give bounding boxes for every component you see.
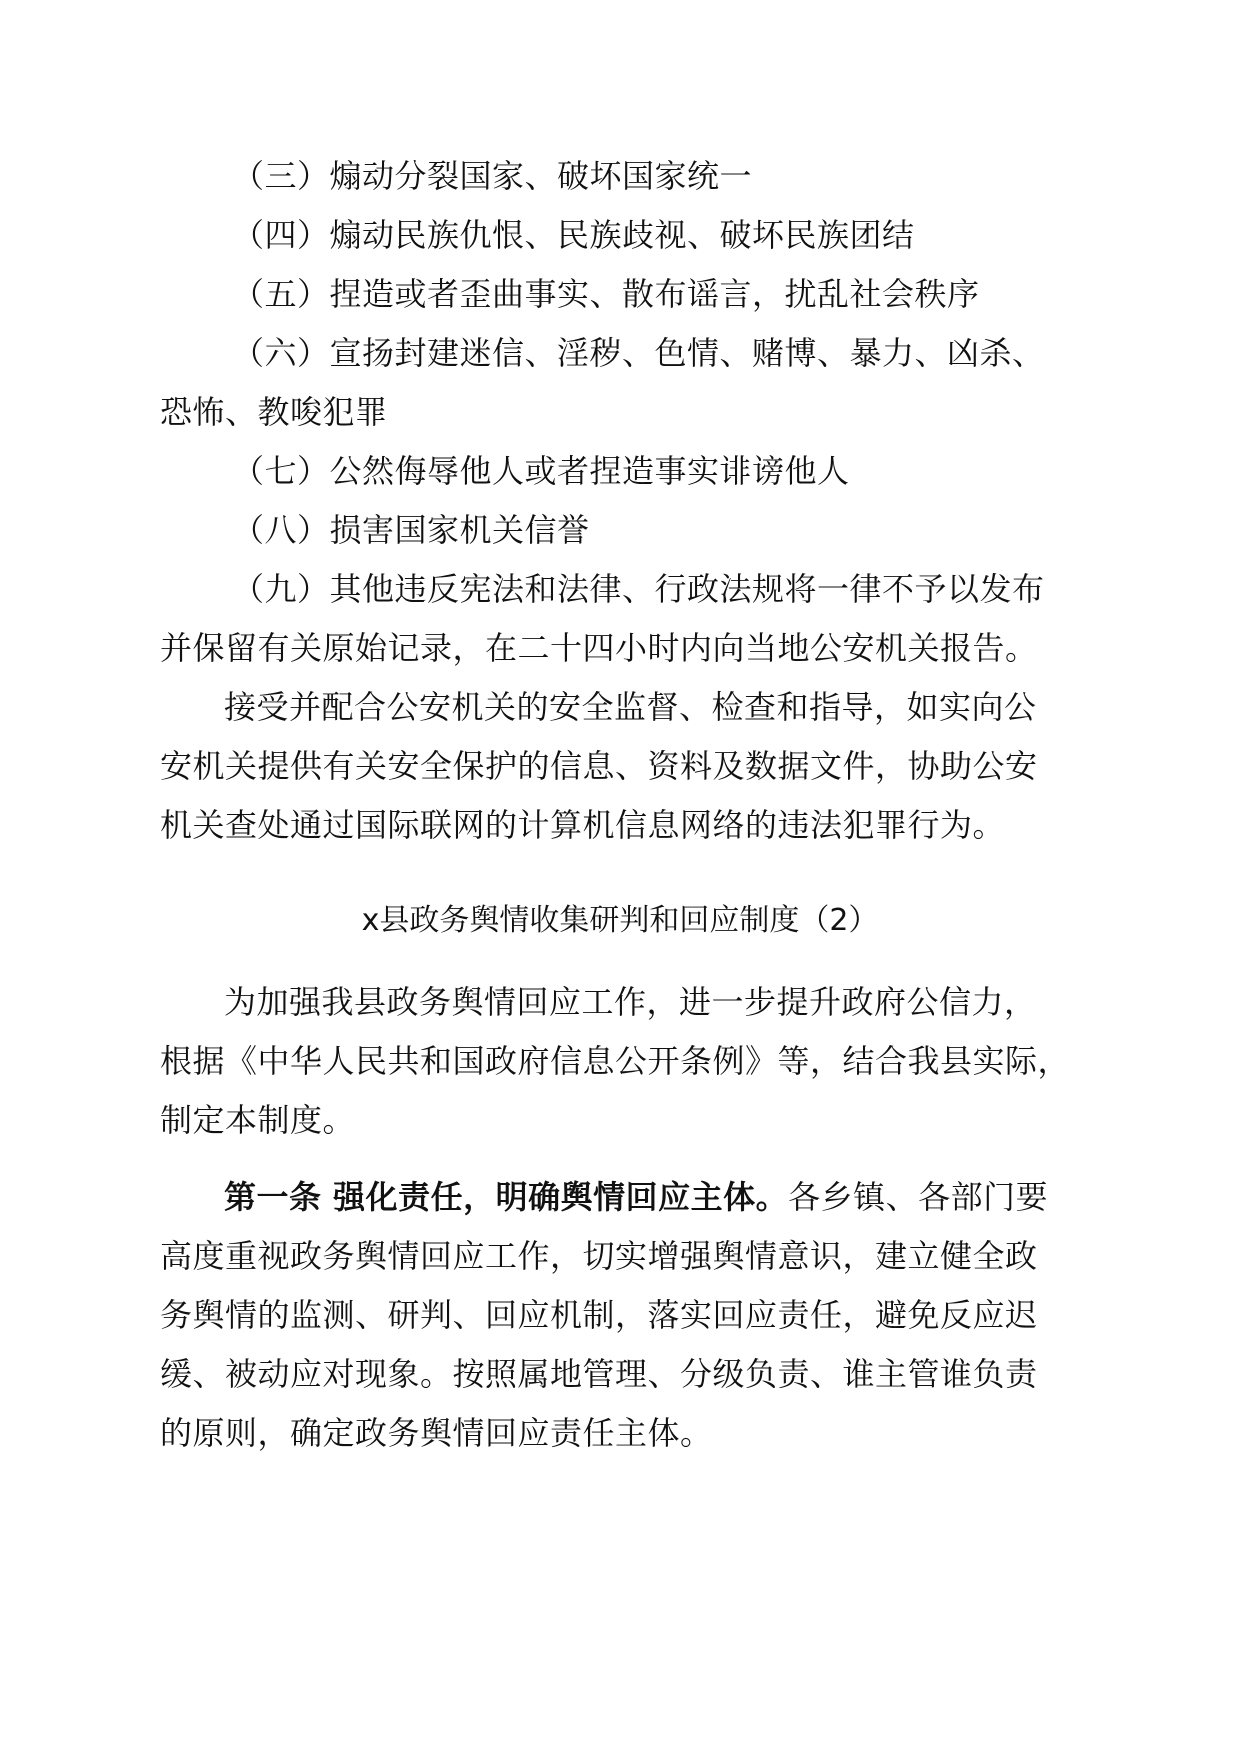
article1-line1-text: 各乡镇、各部门要 bbox=[788, 1178, 1049, 1216]
article1-line3: 务舆情的监测、研判、回应机制，落实回应责任，避免反应迟 bbox=[160, 1296, 1038, 1334]
article1-line4: 缓、被动应对现象。按照属地管理、分级负责、谁主管谁负责 bbox=[160, 1355, 1038, 1393]
section-title: x县政务舆情收集研判和回应制度（2） bbox=[361, 903, 879, 938]
article1-line2: 高度重视政务舆情回应工作，切实增强舆情意识，建立健全政 bbox=[160, 1237, 1038, 1275]
list-item-9-line2: 并保留有关原始记录，在二十四小时内向当地公安机关报告。 bbox=[160, 629, 1038, 667]
list-item-6-line1: （六）宣扬封建迷信、淫秽、色情、赌博、暴力、凶杀、 bbox=[232, 334, 1045, 372]
intro-line2: 根据《中华人民共和国政府信息公开条例》等，结合我县实际， bbox=[160, 1042, 1071, 1080]
list-item-5: （五）捏造或者歪曲事实、散布谣言，扰乱社会秩序 bbox=[232, 275, 980, 313]
list-item-4: （四）煽动民族仇恨、民族歧视、破坏民族团结 bbox=[232, 216, 915, 254]
list-item-7: （七）公然侮辱他人或者捏造事实诽谤他人 bbox=[232, 452, 850, 490]
intro-line3: 制定本制度。 bbox=[160, 1101, 356, 1139]
article1-line1 bbox=[224, 1175, 1048, 1219]
list-item-6-line2: 恐怖、教唆犯罪 bbox=[160, 393, 388, 431]
cooperation-paragraph-line1: 接受并配合公安机关的安全监督、检查和指导，如实向公 bbox=[224, 688, 1037, 726]
cooperation-paragraph-line2: 安机关提供有关安全保护的信息、资料及数据文件，协助公安 bbox=[160, 747, 1038, 785]
cooperation-paragraph-line3: 机关查处通过国际联网的计算机信息网络的违法犯罪行为。 bbox=[160, 806, 1006, 844]
article1-heading: 第一条 强化责任，明确舆情回应主体。 bbox=[224, 1178, 789, 1216]
intro-line1: 为加强我县政务舆情回应工作，进一步提升政府公信力， bbox=[224, 983, 1037, 1021]
list-item-9-line1: （九）其他违反宪法和法律、行政法规将一律不予以发布 bbox=[232, 570, 1045, 608]
list-item-3: （三）煽动分裂国家、破坏国家统一 bbox=[232, 157, 753, 195]
list-item-8: （八）损害国家机关信誉 bbox=[232, 511, 590, 549]
article1-line5: 的原则，确定政务舆情回应责任主体。 bbox=[160, 1414, 713, 1452]
